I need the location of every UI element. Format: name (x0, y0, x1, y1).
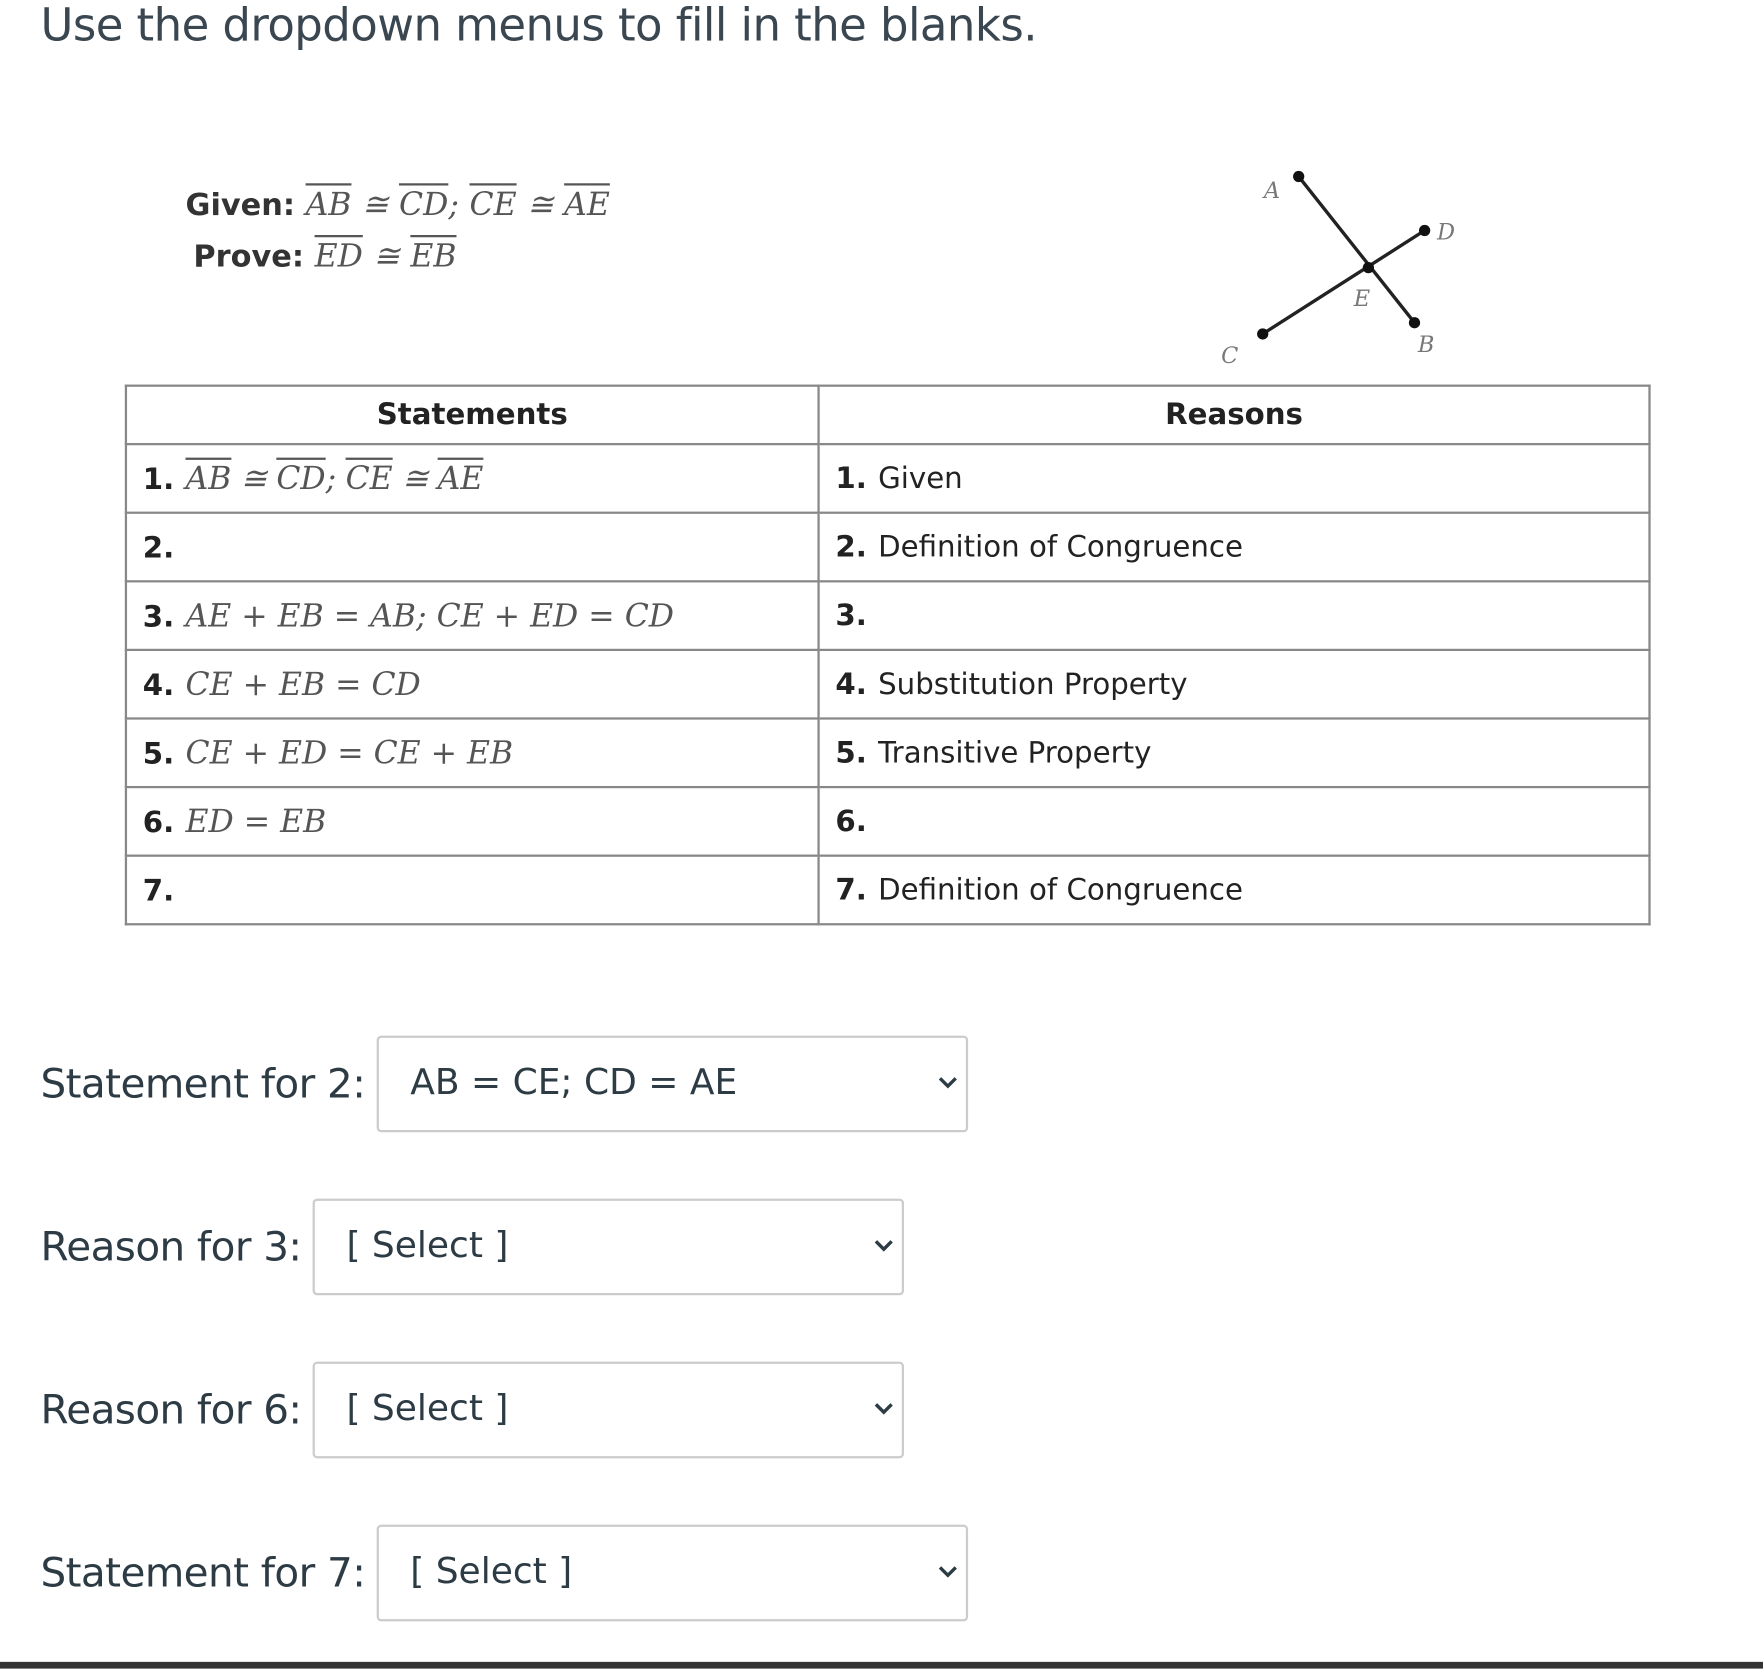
point-d (1419, 225, 1430, 236)
prove-label: Prove: (193, 239, 305, 275)
statements-header: Statements (126, 386, 819, 444)
congruent-symbol: ≅ (373, 237, 400, 275)
table-row (126, 444, 1650, 513)
selected-value: [ Select ] (346, 1223, 509, 1267)
segment-cd (1263, 231, 1425, 334)
row-number: 5. (142, 737, 175, 772)
row-number: 2. (142, 531, 175, 566)
reason-text: Substitution Property (878, 667, 1188, 702)
row-number: 6. (142, 806, 175, 840)
segment: $\overline{CE}$ (469, 185, 517, 223)
segment: $\overline{ED}$ (314, 237, 363, 275)
point-c (1257, 328, 1268, 339)
row-number: 4. (142, 669, 175, 703)
row-number: 7. (835, 873, 867, 907)
segment: $\overline{EB}$ (410, 237, 457, 275)
reason-text: Given (878, 461, 963, 496)
row-number: 3. (142, 600, 175, 635)
reason-cell (819, 856, 1650, 925)
statement-cell (126, 856, 819, 925)
segment: $\overline{CD}$ (276, 459, 326, 497)
statement-cell (126, 787, 819, 856)
statement-7-dropdown[interactable] (377, 1525, 968, 1622)
congruent-symbol: ≅ (240, 459, 268, 497)
selected-value: [ Select ] (410, 1549, 573, 1593)
row-number: 1. (835, 461, 867, 496)
prove-line (193, 237, 456, 274)
reason-3-label: Reason for 3: (40, 1223, 302, 1271)
chevron-down-icon (873, 1235, 895, 1257)
reason-3-dropdown[interactable] (313, 1199, 904, 1296)
reason-cell (819, 650, 1650, 719)
selected-value: [ Select ] (346, 1386, 509, 1430)
segment: $\overline{CE}$ (345, 459, 393, 497)
label-e: E (1353, 285, 1371, 312)
reason-6-label: Reason for 6: (40, 1386, 302, 1434)
reason-3-row (40, 1199, 904, 1296)
reason-cell (819, 444, 1650, 513)
segment: $\overline{CD}$ (398, 185, 449, 223)
row-number: 2. (835, 530, 867, 564)
table-row (126, 650, 1650, 719)
reason-text: Definition of Congruence (878, 873, 1243, 907)
statement-cell (126, 650, 819, 719)
table-row (126, 513, 1650, 582)
statement-cell (126, 581, 819, 650)
segment: $\overline{AE}$ (437, 459, 484, 497)
separator: ; (448, 185, 459, 223)
segment: $\overline{AE}$ (564, 185, 610, 223)
table-row (126, 787, 1650, 856)
row-number: 4. (835, 667, 867, 702)
segment: $\overline{AB}$ (185, 459, 232, 497)
statement-text: AE + EB = AB; CE + ED = CD (185, 597, 675, 635)
given-line (186, 186, 610, 223)
row-number: 3. (835, 598, 867, 633)
reason-6-row (40, 1362, 904, 1459)
statement-2-dropdown[interactable] (377, 1036, 968, 1133)
selected-value: AB = CE; CD = AE (410, 1060, 738, 1104)
statement-cell (126, 513, 819, 582)
table-row (126, 718, 1650, 787)
proof-table (125, 385, 1651, 926)
label-a: A (1263, 177, 1281, 204)
congruent-symbol: ≅ (401, 459, 429, 497)
statement-text: ED = EB (185, 802, 327, 840)
chevron-down-icon (873, 1398, 895, 1420)
point-a (1293, 171, 1304, 182)
row-number: 1. (142, 463, 175, 497)
statement-text: CE + ED = CE + EB (185, 734, 514, 772)
statement-7-label: Statement for 7: (40, 1549, 366, 1597)
reason-text: Definition of Congruence (878, 530, 1243, 564)
reason-6-dropdown[interactable] (313, 1362, 904, 1459)
chevron-down-icon (936, 1072, 958, 1094)
table-row (126, 581, 1650, 650)
chevron-down-icon (936, 1561, 958, 1583)
row-number: 5. (835, 735, 867, 770)
row-number: 6. (835, 804, 867, 839)
row-number: 7. (142, 874, 175, 909)
table-row (126, 856, 1650, 925)
label-c: C (1221, 343, 1239, 370)
reason-cell (819, 718, 1650, 787)
congruent-symbol: ≅ (362, 185, 389, 223)
geometry-diagram (1214, 157, 1484, 382)
reason-cell (819, 513, 1650, 582)
given-label: Given: (185, 187, 295, 223)
separator: ; (325, 459, 337, 497)
question-title: Use the dropdown menus to fill in the blanks. (40, 0, 1037, 52)
statement-2-row (40, 1036, 967, 1133)
label-b: B (1417, 331, 1435, 358)
reason-text: Transitive Property (878, 735, 1152, 770)
label-d: D (1436, 219, 1455, 246)
statement-cell (126, 718, 819, 787)
reason-cell (819, 787, 1650, 856)
point-e (1363, 262, 1374, 273)
congruent-symbol: ≅ (527, 185, 554, 223)
statement-7-row (40, 1525, 967, 1622)
statement-text: CE + EB = CD (185, 665, 421, 703)
reason-cell (819, 581, 1650, 650)
reasons-header: Reasons (819, 386, 1650, 444)
segment: $\overline{AB}$ (305, 185, 352, 223)
statement-cell (126, 444, 819, 513)
statement-2-label: Statement for 2: (40, 1060, 366, 1107)
point-b (1409, 317, 1420, 328)
